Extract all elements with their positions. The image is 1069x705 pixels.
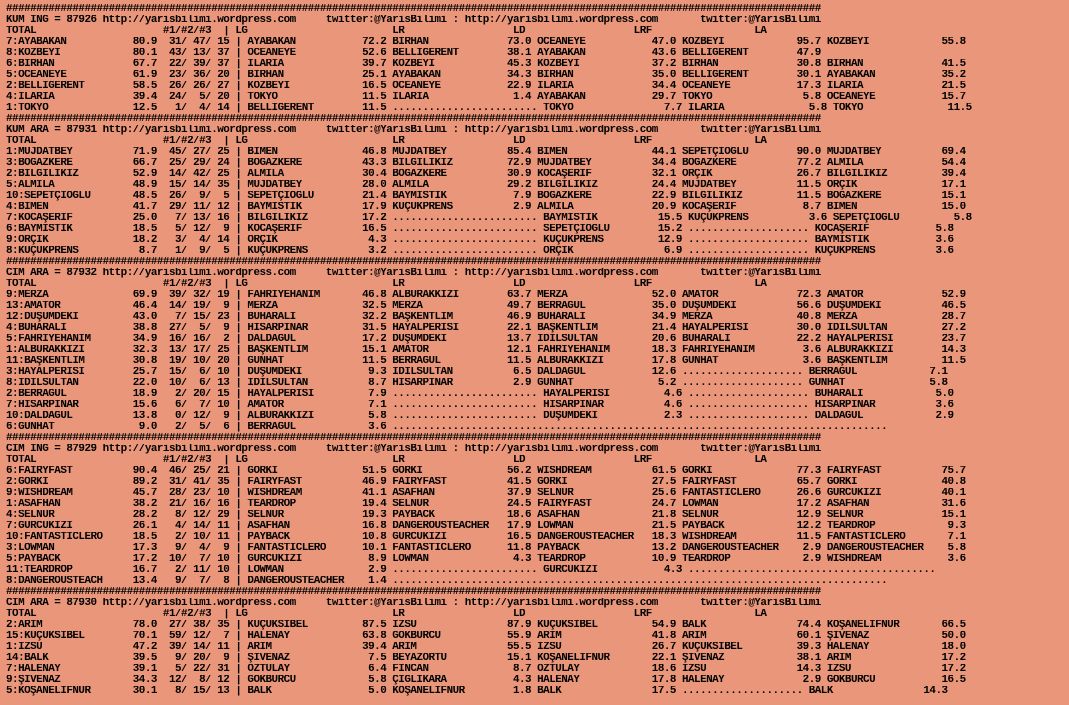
stats-row: 2:ARIM 78.0 27/ 38/ 35 | KÜÇÜKSİBEL 87.5 İZSU 87.9 KÜÇÜKSİBEL 54.9 BALK 74.4 KOŞANELİFNUR 66.5 bbox=[6, 620, 966, 631]
stats-row: 7:AYABAKAN 80.9 31/ 47/ 15 | AYABAKAN 72.2 BİRHAN 73.0 OCEANEYE 47.0 KOZBEYİ 95.7 KOZBEYİ 55.8 bbox=[6, 37, 966, 48]
stats-row: 1:İZSU 47.2 39/ 14/ 11 | ARIM 39.4 ARIM 55.5 İZSU 26.7 KÜÇÜKSİBEL 39.3 HALENAY 18.0 bbox=[6, 642, 966, 653]
stats-row: 9:WISHDREAM 45.7 28/ 23/ 10 | WISHDREAM 41.1 ASAFHAN 37.9 SELNUR 25.6 FANTASTICLERO 26.6 GÜRCÜKIZI 40.1 bbox=[6, 488, 966, 499]
stats-row: 11:TEARDROP 16.7 2/ 11/ 10 | LOWMAN 2.9 ........................ GÜRCÜKIZI 4.3 ......................................... bbox=[6, 565, 936, 576]
stats-row: 10:SEPETÇİOĞLU 48.5 26/ 9/ 5 | SEPETÇİOĞLU 21.4 BAYMISTIK 7.9 BOĞAZKERE 22.9 BİLGİLİKIZ 11.5 BOĞAZKERE 15.1 bbox=[6, 191, 966, 202]
separator-line: ####################################################################################################################################### bbox=[6, 587, 821, 598]
race-header: KUM ING = 87926 http://yarisbilimi.wordpress.com twitter:@YarisBilimi : http://yarisbilimi.wordpress.com twitter:@YarisBilimi bbox=[6, 15, 821, 26]
stats-row: 1:ASAFHAN 38.2 21/ 16/ 16 | TEARDROP 19.4 SELNUR 24.5 FAIRYFAST 24.7 LOWMAN 17.2 ASAFHAN 31.6 bbox=[6, 499, 966, 510]
stats-row: 9:MERZA 69.9 39/ 32/ 19 | FAHRİYEHANIM 46.8 ALBURAKKIZI 63.7 MERZA 52.0 AMATÖR 72.3 AMATÖR 52.9 bbox=[6, 290, 966, 301]
stats-row: 13:AMATÖR 46.4 14/ 19/ 9 | MERZA 32.5 MERZA 49.7 BERRAGÜL 35.0 DÜŞÜMDEKİ 56.6 DÜŞÜMDEKİ 46.5 bbox=[6, 301, 966, 312]
race-header: KUM ARA = 87931 http://yarisbilimi.wordpress.com twitter:@YarisBilimi : http://yarisbilimi.wordpress.com twitter:@YarisBilimi bbox=[6, 125, 821, 136]
separator-line: ####################################################################################################################################### bbox=[6, 257, 821, 268]
separator-line: ####################################################################################################################################### bbox=[6, 4, 821, 15]
stats-row: 7:HİSARPINAR 15.6 6/ 7/ 10 | AMATÖR 7.1 ........................ HİSARPINAR 4.6 .................... HİSARPINAR 3.6 bbox=[6, 400, 954, 411]
stats-row: 1:MÜJDATBEY 71.9 45/ 27/ 25 | BİMEN 46.8 MÜJDATBEY 85.4 BİMEN 44.1 SEPETÇİOĞLU 90.0 MÜJDATBEY 69.4 bbox=[6, 147, 966, 158]
stats-row: 5:KOŞANELİFNUR 30.1 8/ 15/ 13 | BALK 5.0 KOŞANELİFNUR 1.8 BALK 17.5 .................... BALK 14.3 bbox=[6, 686, 948, 697]
stats-row: 2:BERRAGÜL 18.9 2/ 20/ 15 | HAYALPERİSİ 7.9 ........................ HAYALPERİSİ 4.6 .................... BUHARALI 5.0 bbox=[6, 389, 954, 400]
stats-row: 3:BOĞAZKERE 66.7 25/ 29/ 24 | BOĞAZKERE 43.3 BİLGİLİKIZ 72.9 MÜJDATBEY 34.4 BOĞAZKERE 77.2 ALMİLA 54.4 bbox=[6, 158, 966, 169]
column-header: TOTAL #1/#2/#3 | LG LR LD LRF LA bbox=[6, 26, 767, 37]
stats-row: 10:DALDAGÜL 13.8 0/ 12/ 9 | ALBURAKKIZI 5.8 ........................ DÜŞÜMDEKİ 2.3 .................... DALDAGÜL 2.9 bbox=[6, 411, 954, 422]
stats-row: 6:BAYMISTIK 18.5 5/ 12/ 9 | KOCAŞERİF 16.5 ........................ SEPETÇİOĞLU 15.2 .................... KOCAŞERİF 5.8 bbox=[6, 224, 954, 235]
stats-row: 6:BİRHAN 67.7 22/ 39/ 37 | ILARIA 39.7 KOZBEYİ 45.3 KOZBEYİ 37.2 BİRHAN 30.8 BİRHAN 41.5 bbox=[6, 59, 966, 70]
stats-row: 6:GÜNHAT 9.0 2/ 5/ 6 | BERRAGÜL 3.6 .................................................................................. bbox=[6, 422, 888, 433]
stats-row: 9:ŞİVENAZ 34.3 12/ 8/ 12 | GÖKBURCU 5.8 ÇIĞLIKARA 4.3 HALENAY 17.8 HALENAY 2.9 GÖKBURCU 16.5 bbox=[6, 675, 966, 686]
column-header: TOTAL #1/#2/#3 | LG LR LD LRF LA bbox=[6, 455, 767, 466]
stats-row: 5:OCEANEYE 61.9 23/ 36/ 20 | BİRHAN 25.1 AYABAKAN 34.3 BİRHAN 35.0 BELLIGERENT 30.1 AYABAKAN 35.2 bbox=[6, 70, 966, 81]
stats-row: 4:BİMEN 41.7 29/ 11/ 12 | BAYMISTIK 17.9 KÜÇÜKPRENS 2.9 ALMİLA 20.9 KOCAŞERİF 8.7 BİMEN 15.0 bbox=[6, 202, 966, 213]
stats-row: 2:BELLIGERENT 58.5 26/ 26/ 27 | KOZBEYİ 16.5 OCEANEYE 22.9 ILARIA 34.4 OCEANEYE 17.3 ILARIA 21.5 bbox=[6, 81, 966, 92]
race-header: CIM ARA = 87930 http://yarisbilimi.wordpress.com twitter:@YarisBilimi : http://yarisbilimi.wordpress.com twitter:@YarisBilimi bbox=[6, 598, 821, 609]
stats-row: 8:İDİLSULTAN 22.0 10/ 6/ 13 | İDİLSULTAN 8.7 HİSARPINAR 2.9 GÜNHAT 5.2 .................... GÜNHAT 5.8 bbox=[6, 378, 948, 389]
stats-row: 11:BAŞKENTLİM 30.8 19/ 10/ 20 | GÜNHAT 11.5 BERRAGÜL 11.5 ALBURAKKIZI 17.8 GÜNHAT 3.6 BAŞKENTLİM 11.5 bbox=[6, 356, 966, 367]
stats-row: 12:DÜŞÜMDEKİ 43.0 7/ 15/ 23 | BUHARALI 32.2 BAŞKENTLİM 46.9 BUHARALI 34.9 MERZA 40.8 MERZA 28.7 bbox=[6, 312, 966, 323]
stats-row: 1:ALBURAKKIZI 32.3 13/ 17/ 25 | BAŞKENTLİM 15.1 AMATÖR 12.1 FAHRİYEHANIM 18.3 FAHRİYEHANIM 3.6 ALBURAKKIZI 14.3 bbox=[6, 345, 966, 356]
stats-row: 1:TOKYO 12.5 1/ 4/ 14 | BELLIGERENT 11.5 ........................ TOKYO 7.7 ILARIA 5.8 TOKYO 11.5 bbox=[6, 103, 972, 114]
stats-row: 10:FANTASTICLERO 18.5 2/ 10/ 11 | PAYBACK 10.8 GÜRCÜKIZI 16.5 DANGEROUSTEACHER 18.3 WISHDREAM 11.5 FANTASTICLERO 7.1 bbox=[6, 532, 966, 543]
race-header: CIM ARA = 87932 http://yarisbilimi.wordpress.com twitter:@YarisBilimi : http://yarisbilimi.wordpress.com twitter:@YarisBilimi bbox=[6, 268, 821, 279]
stats-row: 2:BİLGİLİKIZ 52.9 14/ 42/ 25 | ALMİLA 30.4 BOĞAZKERE 30.9 KOCAŞERİF 32.1 ORÇİK 26.7 BİLGİLİKIZ 39.4 bbox=[6, 169, 966, 180]
stats-row: 2:GÖRKİ 89.2 31/ 41/ 35 | FAIRYFAST 46.9 FAIRYFAST 41.5 GÖRKİ 27.5 FAIRYFAST 65.7 GÖRKİ 40.8 bbox=[6, 477, 966, 488]
stats-row: 8:KOZBEYİ 80.1 43/ 13/ 37 | OCEANEYE 52.6 BELLIGERENT 38.1 AYABAKAN 43.6 BELLIGERENT 47.9 bbox=[6, 48, 821, 59]
race-stats-sheet bbox=[6, 4, 1066, 697]
separator-line: ####################################################################################################################################### bbox=[6, 114, 821, 125]
stats-row: 8:DANGEROUSTEACH 13.4 9/ 7/ 8 | DANGEROUSTEACHER 1.4 .................................................................................. bbox=[6, 576, 888, 587]
stats-row: 8:KÜÇÜKPRENS 8.7 1/ 9/ 5 | KÜÇÜKPRENS 3.2 ........................ ORÇİK 6.9 .................... KÜÇÜKPRENS 3.6 bbox=[6, 246, 954, 257]
column-header: TOTAL #1/#2/#3 | LG LR LD LRF LA bbox=[6, 279, 767, 290]
separator-line: ####################################################################################################################################### bbox=[6, 433, 821, 444]
column-header: TOTAL #1/#2/#3 | LG LR LD LRF LA bbox=[6, 609, 767, 620]
stats-row: 5:ALMİLA 48.9 15/ 14/ 35 | MÜJDATBEY 28.0 ALMİLA 29.2 BİLGİLİKIZ 24.4 MÜJDATBEY 11.5 ORÇİK 17.1 bbox=[6, 180, 966, 191]
stats-row: 3:LOWMAN 17.3 9/ 4/ 9 | FANTASTICLERO 10.1 FANTASTICLERO 11.8 PAYBACK 13.2 DANGEROUSTEACHER 2.9 DANGEROUSTEACHER 5.8 bbox=[6, 543, 966, 554]
stats-row: 14:BALK 39.5 9/ 20/ 9 | ŞİVENAZ 7.5 BEYAZÖRTÜ 15.1 KOŞANELİFNUR 22.1 ŞİVENAZ 38.1 ARIM 17.2 bbox=[6, 653, 966, 664]
stats-row: 4:SELNUR 28.2 8/ 12/ 29 | SELNUR 19.3 PAYBACK 18.6 ASAFHAN 21.8 SELNUR 12.9 SELNUR 15.1 bbox=[6, 510, 966, 521]
race-header: CIM ING = 87929 http://yarisbilimi.wordpress.com twitter:@YarisBilimi : http://yarisbilimi.wordpress.com twitter:@YarisBilimi bbox=[6, 444, 821, 455]
stats-row: 15:KÜÇÜKSİBEL 70.1 59/ 12/ 7 | HALENAY 63.8 GÖKBURCU 55.9 ARIM 41.8 ARIM 60.1 ŞİVENAZ 50.0 bbox=[6, 631, 966, 642]
stats-row: 4:ILARIA 39.4 24/ 5/ 20 | TOKYO 11.5 ILARIA 1.4 AYABAKAN 29.7 TOKYO 5.8 OCEANEYE 15.7 bbox=[6, 92, 966, 103]
stats-row: 6:FAIRYFAST 90.4 46/ 25/ 21 | GÖRKİ 51.5 GÖRKİ 56.2 WISHDREAM 61.5 GÖRKİ 77.3 FAIRYFAST 75.7 bbox=[6, 466, 966, 477]
column-header: TOTAL #1/#2/#3 | LG LR LD LRF LA bbox=[6, 136, 767, 147]
stats-row: 7:HALENAY 39.1 5/ 22/ 31 | ÖZTÜLAY 6.4 FINCAN 8.7 ÖZTÜLAY 18.6 İZSU 14.3 İZSU 17.2 bbox=[6, 664, 966, 675]
stats-row: 7:GÜRCÜKIZI 26.1 4/ 14/ 11 | ASAFHAN 16.8 DANGEROUSTEACHER 17.9 LOWMAN 21.5 PAYBACK 12.2 TEARDROP 9.3 bbox=[6, 521, 966, 532]
stats-row: 9:ORÇİK 18.2 3/ 4/ 14 | ORÇİK 4.3 ........................ KÜÇÜKPRENS 12.9 .................... BAYMISTIK 3.6 bbox=[6, 235, 954, 246]
stats-row: 3:HAYALPERİSİ 25.7 15/ 6/ 10 | DÜŞÜMDEKİ 9.3 İDİLSULTAN 6.5 DALDAGÜL 12.6 .................... BERRAGÜL 7.1 bbox=[6, 367, 948, 378]
stats-row: 5:FAHRİYEHANIM 34.9 16/ 16/ 2 | DALDAGÜL 17.2 DÜŞÜMDEKİ 13.7 İDİLSULTAN 20.6 BUHARALI 22.2 HAYALPERİSİ 23.7 bbox=[6, 334, 966, 345]
stats-row: 5:PAYBACK 17.2 10/ 7/ 10 | GÜRCÜKIZI 8.9 LOWMAN 4.3 TEARDROP 10.9 TEARDROP 2.9 WISHDREAM 3.6 bbox=[6, 554, 966, 565]
stats-row: 7:KOCAŞERİF 25.0 7/ 13/ 16 | BİLGİLİKIZ 17.2 ........................ BAYMISTIK 15.5 KÜÇÜKPRENS 3.6 SEPETÇİOĞLU 5.8 bbox=[6, 213, 972, 224]
stats-row: 4:BUHARALI 38.8 27/ 5/ 9 | HİSARPINAR 31.5 HAYALPERİSİ 22.1 BAŞKENTLİM 21.4 HAYALPERİSİ 30.0 İDİLSULTAN 27.2 bbox=[6, 323, 966, 334]
